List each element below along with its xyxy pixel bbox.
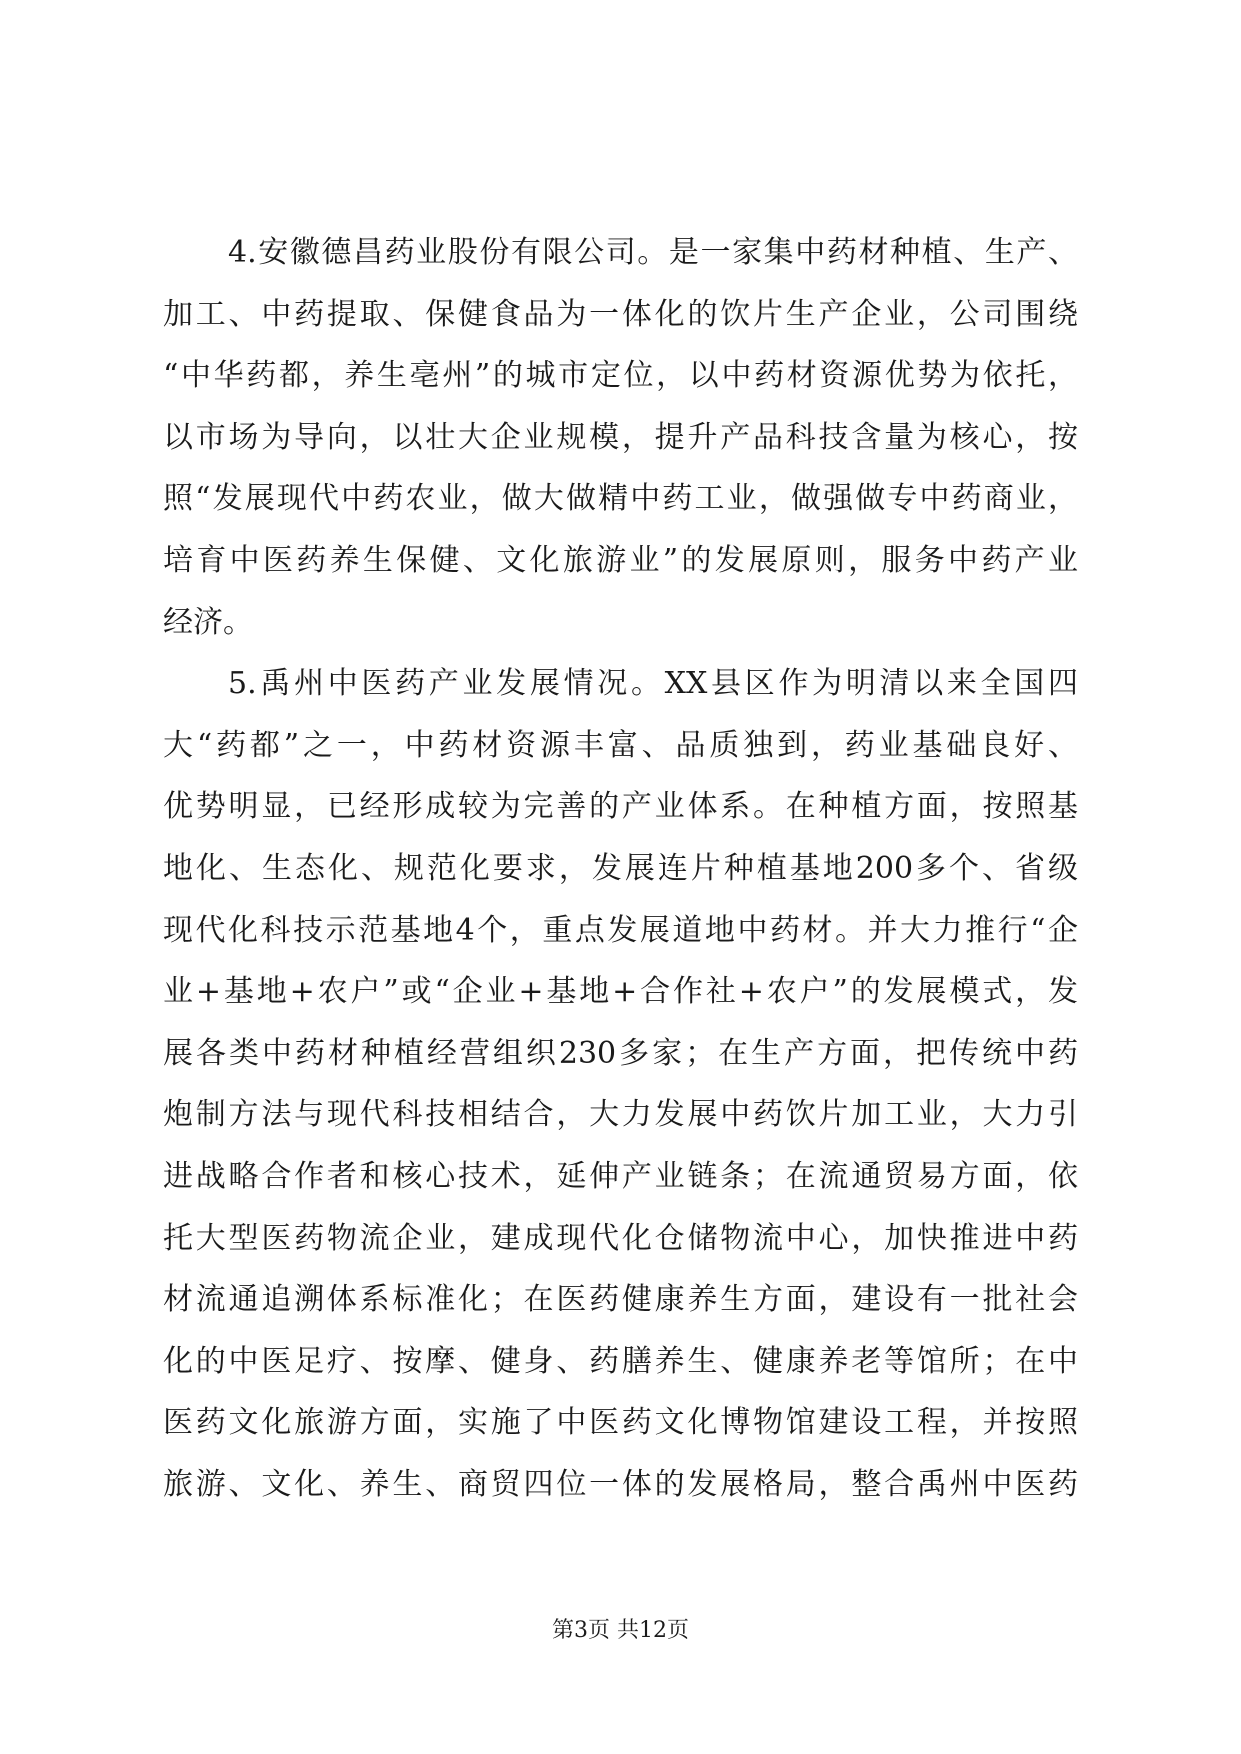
paragraph-5-line: 优势明显，已经形成较为完善的产业体系。在种植方面，按照基 [163, 789, 1078, 825]
paragraph-5-line: 业+基地+农户”或“企业+基地+合作社+农户”的发展模式，发 [163, 974, 1078, 1010]
paragraph-5-line: 展各类中药材种植经营组织230多家；在生产方面，把传统中药 [163, 1035, 1078, 1071]
paragraph-5-line: 现代化科技示范基地4个，重点发展道地中药材。并大力推行“企 [163, 912, 1078, 948]
paragraph-5-line: 地化、生态化、规范化要求，发展连片种植基地200多个、省级 [163, 850, 1078, 886]
paragraph-4-line: 加工、中药提取、保健食品为一体化的饮片生产企业，公司围绕 [163, 296, 1078, 332]
paragraph-4-line: 以市场为导向，以壮大企业规模，提升产品科技含量为核心，按 [163, 419, 1078, 455]
paragraph-4-line: “中华药都，养生亳州”的城市定位，以中药材资源优势为依托， [163, 358, 1078, 394]
paragraph-5-line: 材流通追溯体系标准化；在医药健康养生方面，建设有一批社会 [163, 1282, 1078, 1318]
paragraph-5-line: 旅游、文化、养生、商贸四位一体的发展格局，整合禹州中医药 [163, 1466, 1078, 1502]
paragraph-4-line: 照“发展现代中药农业，做大做精中药工业，做强做专中药商业， [163, 481, 1078, 517]
paragraph-5-line: 医药文化旅游方面，实施了中医药文化博物馆建设工程，并按照 [163, 1405, 1078, 1441]
page-number-footer: 第3页 共12页 [552, 1618, 689, 1643]
paragraph-5-line: 炮制方法与现代科技相结合，大力发展中药饮片加工业，大力引 [163, 1097, 1078, 1133]
paragraph-5-line: 托大型医药物流企业，建成现代化仓储物流中心，加快推进中药 [163, 1220, 1078, 1256]
paragraph-5-line: 化的中医足疗、按摩、健身、药膳养生、健康养老等馆所；在中 [163, 1343, 1078, 1379]
paragraph-4-line: 经济。 [163, 604, 253, 640]
body-text [163, 222, 1078, 1515]
paragraph-5-line: 进战略合作者和核心技术，延伸产业链条；在流通贸易方面，依 [163, 1158, 1078, 1194]
paragraph-4-line: 培育中医药养生保健、文化旅游业”的发展原则，服务中药产业 [163, 542, 1078, 578]
paragraph-4-line: 4.安徽德昌药业股份有限公司。是一家集中药材种植、生产、 [228, 235, 1078, 270]
paragraph-5-line: 5.禹州中医药产业发展情况。XX县区作为明清以来全国四 [228, 666, 1078, 702]
paragraph-5-line: 大“药都”之一，中药材资源丰富、品质独到，药业基础良好、 [163, 727, 1078, 763]
